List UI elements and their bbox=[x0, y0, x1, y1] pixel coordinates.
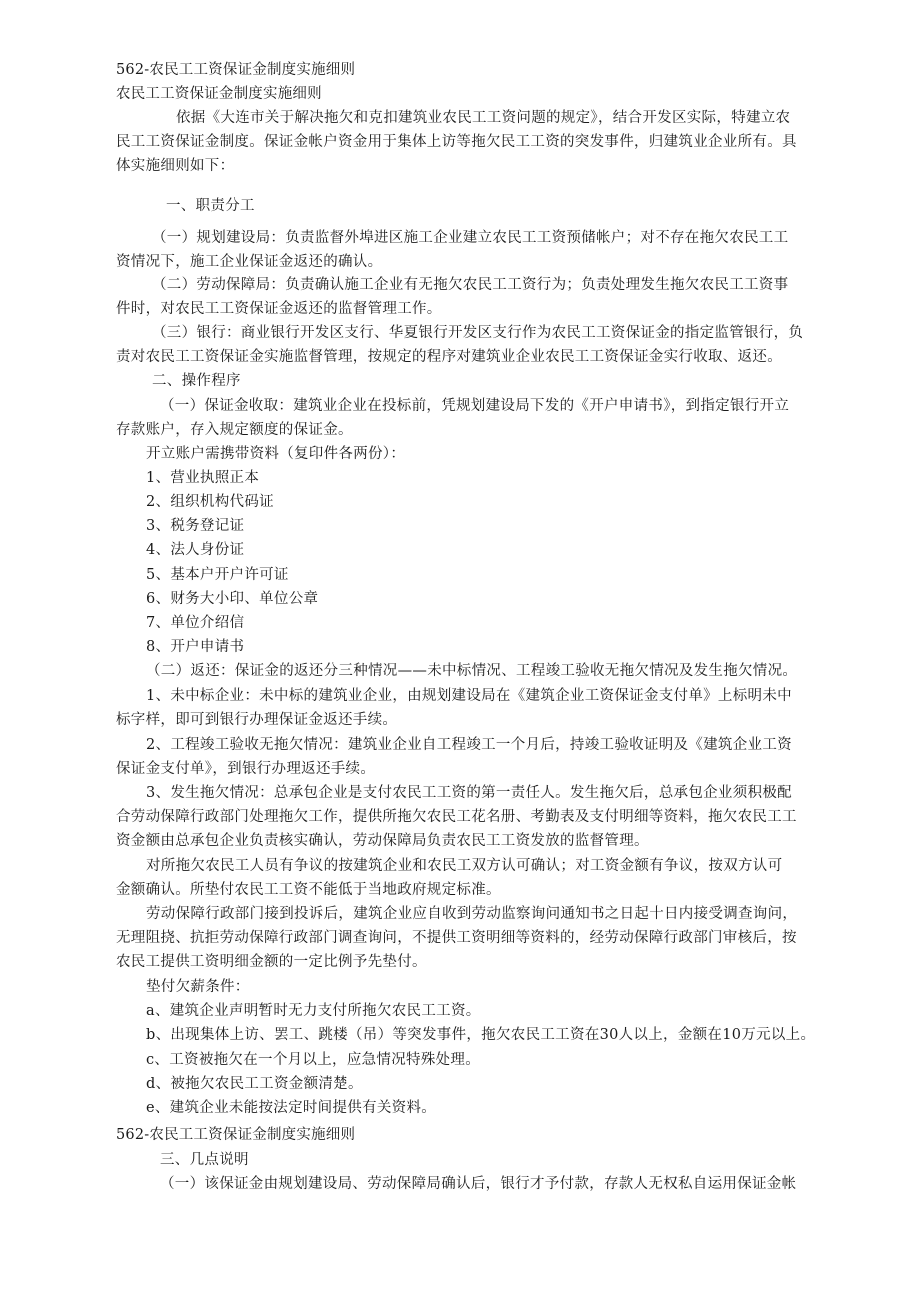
paragraph-line: （一）该保证金由规划建设局、劳动保障局确认后，银行才予付款，存款人无权私自运用保证金帐 bbox=[160, 1176, 797, 1192]
paragraph-line: 农民工提供工资明细金额的一定比例予先垫付。 bbox=[116, 954, 427, 970]
intro-line: 体实施细则如下： bbox=[116, 158, 235, 174]
list-item: 3、税务登记证 bbox=[146, 518, 245, 534]
paragraph-line: 标字样，即可到银行办理保证金返还手续。 bbox=[116, 712, 398, 728]
document-header-title: 562-农民工工资保证金制度实施细则 bbox=[116, 62, 356, 78]
list-item: e、建筑企业未能按法定时间提供有关资料。 bbox=[146, 1100, 437, 1116]
paragraph-line: 保证金支付单》，到银行办理返还手续。 bbox=[116, 761, 376, 777]
list-item: a、建筑企业声明暂时无力支付所拖欠农民工工资。 bbox=[146, 1003, 481, 1019]
paragraph-line: 金额确认。所垫付农民工工资不能低于当地政府规定标准。 bbox=[116, 882, 501, 898]
list-item: 1、营业执照正本 bbox=[146, 470, 260, 486]
paragraph-line: （二）返还：保证金的返还分三种情况——未中标情况、工程竣工验收无拖欠情况及发生拖欠情况。 bbox=[146, 663, 798, 679]
section-heading: 三、几点说明 bbox=[160, 1152, 249, 1168]
section-heading: 二、操作程序 bbox=[152, 373, 241, 389]
paragraph-line: 存款账户，存入规定额度的保证金。 bbox=[116, 422, 353, 438]
paragraph-line: 1、未中标企业：未中标的建筑业企业，由规划建设局在《建筑企业工资保证金支付单》上标明未中 bbox=[146, 688, 792, 704]
list-item: d、被拖欠农民工工资金额清楚。 bbox=[146, 1076, 363, 1092]
materials-intro: 开立账户需携带资料（复印件各两份）： bbox=[146, 446, 406, 462]
paragraph-line: （一）规划建设局：负责监督外埠进区施工企业建立农民工工资预储帐户；对不存在拖欠农民工工 bbox=[152, 230, 789, 246]
paragraph-line: 资情况下，施工企业保证金返还的确认。 bbox=[116, 254, 383, 270]
paragraph-line: 2、工程竣工验收无拖欠情况：建筑业企业自工程竣工一个月后，持竣工验收证明及《建筑企业工资 bbox=[146, 737, 792, 753]
intro-line: 民工工资保证金制度。保证金帐户资金用于集体上访等拖欠民工工资的突发事件，归建筑业企业所有。具 bbox=[116, 134, 797, 150]
list-item: 4、法人身份证 bbox=[146, 542, 245, 558]
intro-line: 依据《大连市关于解决拖欠和克扣建筑业农民工工资问题的规定》，结合开发区实际，特建立农 bbox=[176, 110, 791, 126]
paragraph-line: （二）劳动保障局：负责确认施工企业有无拖欠农民工工资行为；负责处理发生拖欠农民工工资事 bbox=[152, 277, 789, 293]
list-item: 8、开户申请书 bbox=[146, 639, 245, 655]
list-item: 2、组织机构代码证 bbox=[146, 494, 274, 510]
advance-conditions-title: 垫付欠薪条件： bbox=[146, 979, 250, 995]
document-subtitle: 农民工工资保证金制度实施细则 bbox=[116, 86, 322, 102]
paragraph-line: 对所拖欠农民工人员有争议的按建筑企业和农民工双方认可确认；对工资金额有争议，按双方认可 bbox=[146, 858, 783, 874]
paragraph-line: 件时，对农民工工资保证金返还的监督管理工作。 bbox=[116, 301, 442, 317]
paragraph-line: （一）保证金收取：建筑业企业在投标前，凭规划建设局下发的《开户申请书》，到指定银行开立 bbox=[160, 398, 790, 414]
paragraph-line: 责对农民工工资保证金实施监督管理，按规定的程序对建筑业企业农民工工资保证金实行收取、返还。 bbox=[116, 349, 782, 365]
list-item: 5、基本户开户许可证 bbox=[146, 567, 289, 583]
list-item: b、出现集体上访、罢工、跳楼（吊）等突发事件，拖欠农民工工资在30人以上，金额在10万元以上。 bbox=[146, 1027, 816, 1043]
list-item: 6、财务大小印、单位公章 bbox=[146, 591, 319, 607]
section-heading: 一、职责分工 bbox=[166, 198, 255, 214]
paragraph-line: 劳动保障行政部门接到投诉后，建筑企业应自收到劳动监察询问通知书之日起十日内接受调查询问， bbox=[146, 906, 798, 922]
paragraph-line: 无理阻挠、抗拒劳动保障行政部门调查询问，不提供工资明细等资料的，经劳动保障行政部门审核后，按 bbox=[116, 930, 797, 946]
document-footer-title: 562-农民工工资保证金制度实施细则 bbox=[116, 1127, 356, 1143]
paragraph-line: 3、发生拖欠情况：总承包企业是支付农民工工资的第一责任人。发生拖欠后，总承包企业须积极配 bbox=[146, 785, 792, 801]
paragraph-line: 合劳动保障行政部门处理拖欠工作，提供所拖欠农民工花名册、考勤表及支付明细等资料，拖欠农民工工 bbox=[116, 809, 797, 825]
list-item: 7、单位介绍信 bbox=[146, 615, 245, 631]
paragraph-line: 资金额由总承包企业负责核实确认，劳动保障局负责农民工工资发放的监督管理。 bbox=[116, 833, 649, 849]
list-item: c、工资被拖欠在一个月以上，应急情况特殊处理。 bbox=[146, 1052, 481, 1068]
paragraph-line: （三）银行：商业银行开发区支行、华夏银行开发区支行作为农民工工资保证金的指定监管银行，负 bbox=[152, 325, 804, 341]
